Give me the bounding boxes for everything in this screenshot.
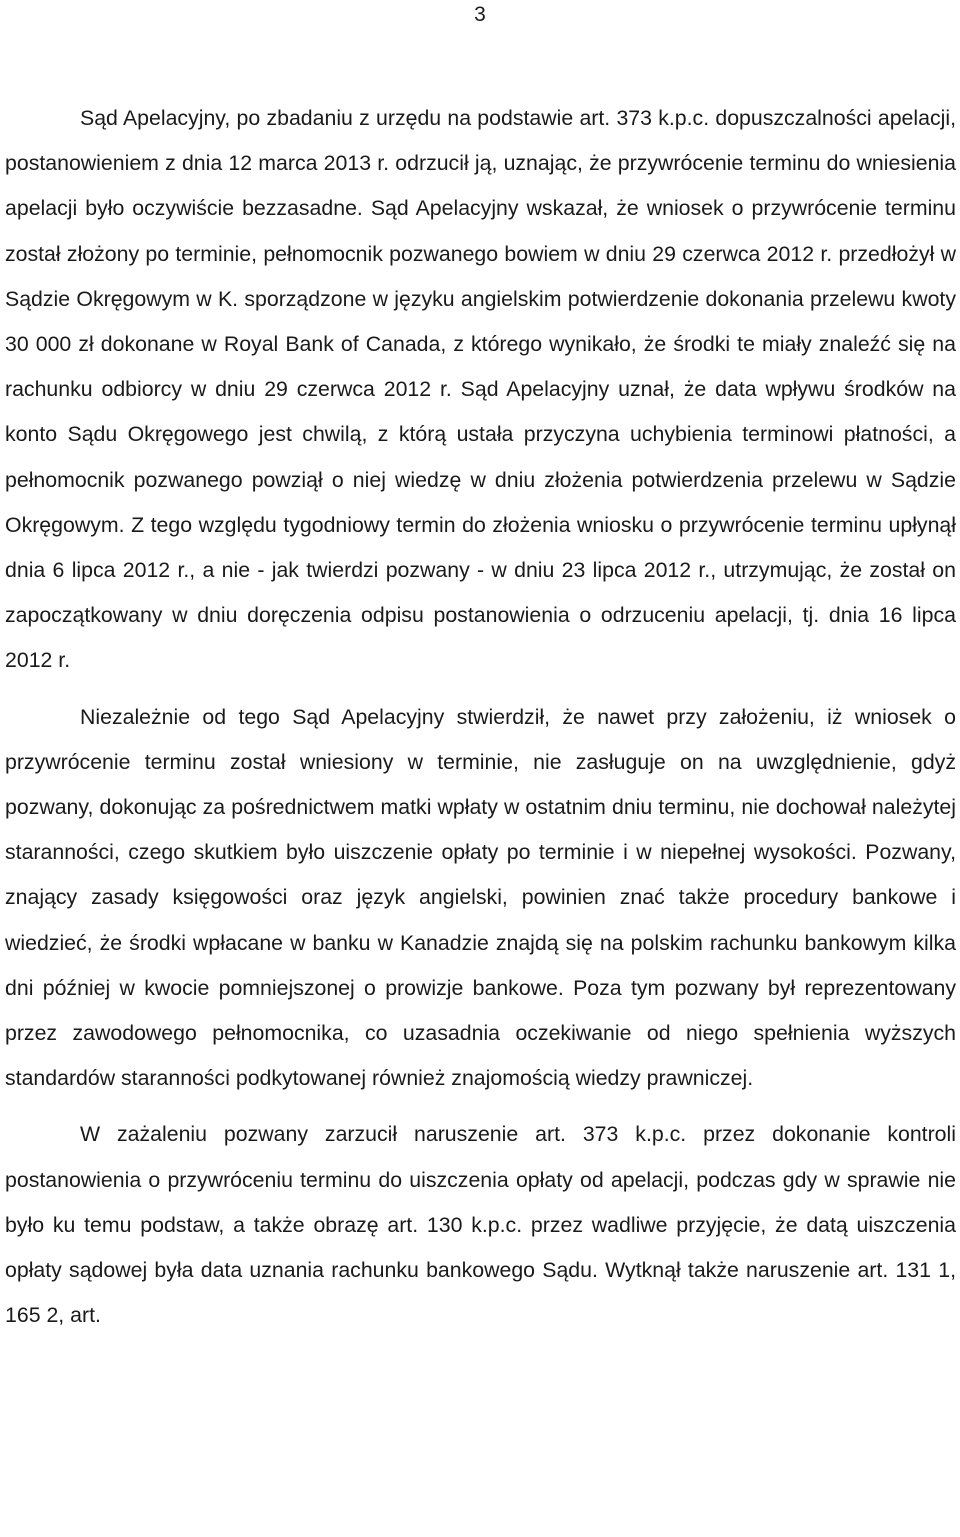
page-number: 3 bbox=[474, 3, 486, 26]
paragraph-2: Niezależnie od tego Sąd Apelacyjny stwierdził, że nawet przy założeniu, iż wniosek o przywrócenie terminu został wniesiony w terminie, nie zasługuje on na uwzględnienie, gdyż pozwany, dokonując za pośrednictwem matki wpłaty w ostatnim dniu terminu, nie dochował należytej staranności, czego skutkiem było uiszczenie opłaty po terminie i w niepełnej wysokości. Pozwany, znający zasady księgowości oraz język angielski, powinien znać także procedury bankowe i wiedzieć, że środki wpłacane w banku w Kanadzie znajdą się na polskim rachunku bankowym kilka dni później w kwocie pomniejszonej o prowizje bankowe. Poza tym pozwany był reprezentowany przez zawodowego pełnomocnika, co uzasadnia oczekiwanie od niego spełnienia wyższych standardów staranności podkytowanej również znajomością wiedzy prawniczej. bbox=[5, 704, 956, 1091]
document-body bbox=[5, 96, 956, 1338]
paragraph-1: Sąd Apelacyjny, po zbadaniu z urzędu na podstawie art. 373 k.p.c. dopuszczalności apelacji, postanowieniem z dnia 12 marca 2013 r. odrzucił ją, uznając, że przywrócenie terminu do wniesienia apelacji było oczywiście bezzasadne. Sąd Apelacyjny wskazał, że wniosek o przywrócenie terminu został złożony po terminie, pełnomocnik pozwanego bowiem w dniu 29 czerwca 2012 r. przedłożył w Sądzie Okręgowym w K. sporządzone w języku angielskim potwierdzenie dokonania przelewu kwoty 30 000 zł dokonane w Royal Bank of Canada, z którego wynikało, że środki te miały znaleźć się na rachunku odbiorcy w dniu 29 czerwca 2012 r. Sąd Apelacyjny uznał, że data wpływu środków na konto Sądu Okręgowego jest chwilą, z którą ustała przyczyna uchybienia terminowi płatności, a pełnomocnik pozwanego powziął o niej wiedzę w dniu złożenia potwierdzenia przelewu w Sądzie Okręgowym. Z tego względu tygodniowy termin do złożenia wniosku o przywrócenie terminu upłynął dnia 6 lipca 2012 r., a nie - jak twierdzi pozwany - w dniu 23 lipca 2012 r., utrzymując, że został on zapoczątkowany w dniu doręczenia odpisu postanowienia o odrzuceniu apelacji, tj. dnia 16 lipca 2012 r. bbox=[5, 106, 956, 673]
paragraph-3: W zażaleniu pozwany zarzucił naruszenie art. 373 k.p.c. przez dokonanie kontroli postanowienia o przywróceniu terminu do uiszczenia opłaty od apelacji, podczas gdy w sprawie nie było ku temu podstaw, a także obrazę art. 130 k.p.c. przez wadliwe przyjęcie, że datą uiszczenia opłaty sądowej była data uznania rachunku bankowego Sądu. Wytknął także naruszenie art. 131 1, 165 2, art. bbox=[5, 1122, 956, 1328]
